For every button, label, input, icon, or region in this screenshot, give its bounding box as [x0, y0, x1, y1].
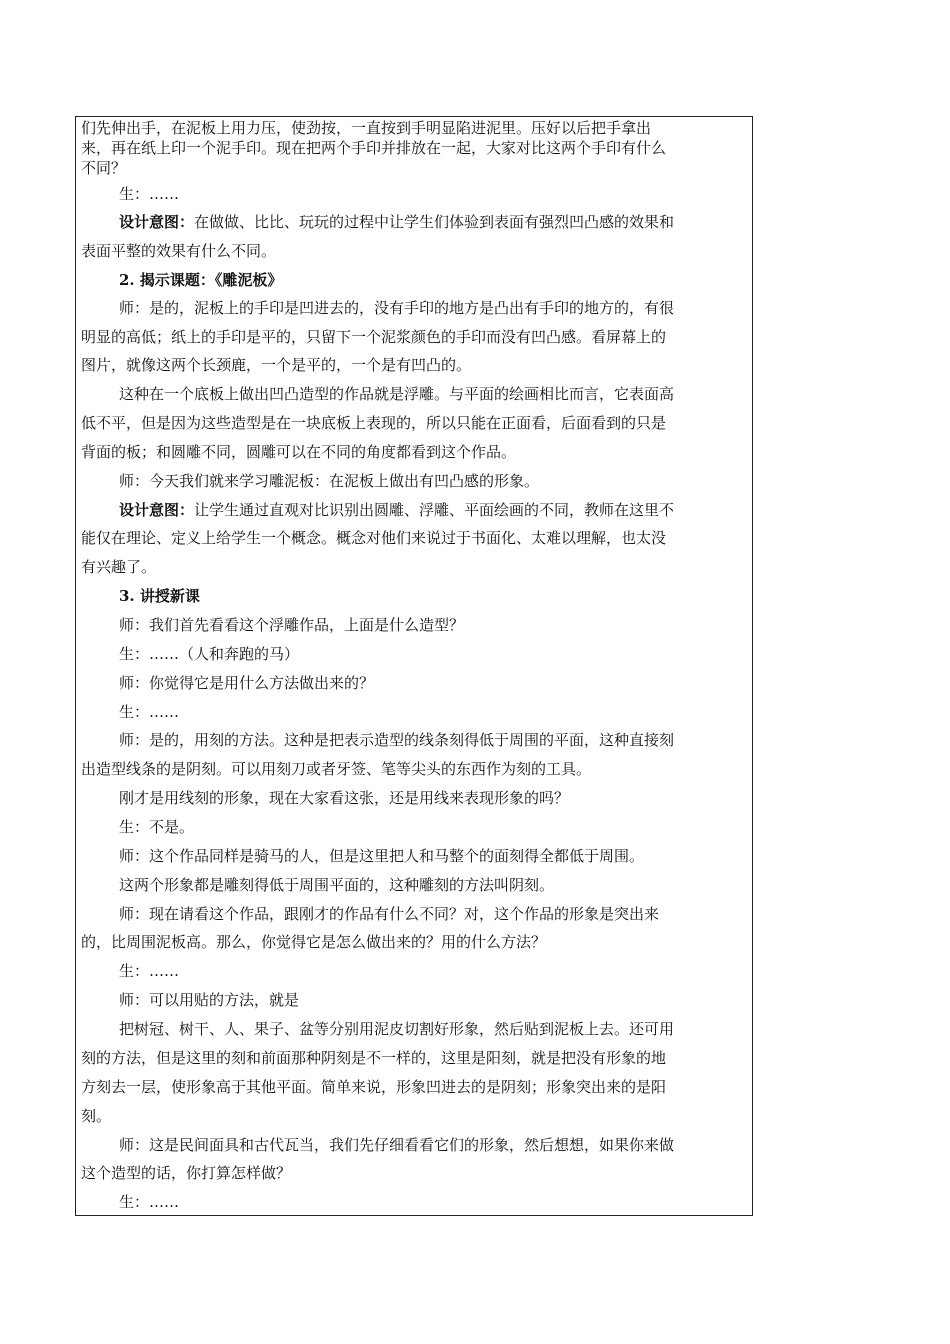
text-line: 师：这个作品同样是骑马的人，但是这里把人和马整个的面刻得全都低于周围。 [119, 847, 645, 865]
text-line: 把树冠、树干、人、果子、盆等分别用泥皮切割好形象，然后贴到泥板上去。还可用 [119, 1020, 675, 1038]
design-intent-label: 设计意图： [119, 213, 195, 231]
text-line: 出造型线条的是阴刻。可以用刻刀或者牙签、笔等尖头的东西作为刻的工具。 [81, 760, 592, 778]
design-intent-line [119, 213, 789, 231]
text-line: 这个造型的话，你打算怎样做？ [81, 1164, 292, 1182]
design-intent-label: 设计意图： [119, 501, 195, 519]
text-line: 师：这是民间面具和古代瓦当，我们先仔细看看它们的形象，然后想想，如果你来做 [119, 1136, 675, 1154]
text-line: 师：你觉得它是用什么方法做出来的？ [119, 674, 375, 692]
section-heading-2: 2. 揭示课题：《雕泥板》 [119, 271, 283, 289]
text-line: 表面平整的效果有什么不同。 [81, 242, 277, 260]
text-line: 这两个形象都是雕刻得低于周围平面的，这种雕刻的方法叫阴刻。 [119, 876, 555, 894]
text-line: 师：可以用贴的方法，就是 [119, 991, 300, 1009]
text-line: 师：现在请看这个作品，跟刚才的作品有什么不同？对，这个作品的形象是突出来 [119, 905, 660, 923]
text-line: 生：…… [119, 185, 180, 203]
text-line: 有兴趣了。 [81, 558, 157, 576]
text-line: 们先伸出手，在泥板上用力压，使劲按，一直按到手明显陷进泥里。压好以后把手拿出 [81, 119, 652, 137]
design-intent-text: 让学生通过直观对比识别出圆雕、浮雕、平面绘画的不同，教师在这里不 [194, 501, 675, 519]
text-line: 能仅在理论、定义上给学生一个概念。概念对他们来说过于书面化、太难以理解，也太没 [81, 529, 667, 547]
text-line: 这种在一个底板上做出凹凸造型的作品就是浮雕。与平面的绘画相比而言，它表面高 [119, 385, 675, 403]
section-heading-3: 3. 讲授新课 [119, 587, 200, 605]
text-line: 低不平，但是因为这些造型是在一块底板上表现的，所以只能在正面看，后面看到的只是 [81, 414, 667, 432]
text-line: 的，比周围泥板高。那么，你觉得它是怎么做出来的？用的什么方法？ [81, 933, 547, 951]
text-line: 刻的方法，但是这里的刻和前面那种阴刻是不一样的，这里是阳刻，就是把没有形象的地 [81, 1049, 667, 1067]
text-line: 明显的高低；纸上的手印是平的，只留下一个泥浆颜色的手印而没有凹凸感。看屏幕上的 [81, 328, 667, 346]
design-intent-line [119, 501, 789, 519]
text-line: 生：…… [119, 703, 180, 721]
text-line: 生：不是。 [119, 818, 195, 836]
text-line: 师：是的，用刻的方法。这种是把表示造型的线条刻得低于周围的平面，这种直接刻 [119, 731, 675, 749]
text-line: 生：…… [119, 1193, 180, 1211]
text-line: 刻。 [81, 1107, 112, 1125]
text-line: 刚才是用线刻的形象，现在大家看这张，还是用线来表现形象的吗？ [119, 789, 570, 807]
text-line: 生：…… [119, 962, 180, 980]
lesson-text-box [75, 116, 753, 1216]
text-line: 师：今天我们就来学习雕泥板：在泥板上做出有凹凸感的形象。 [119, 472, 540, 490]
text-line: 背面的板；和圆雕不同，圆雕可以在不同的角度都看到这个作品。 [81, 443, 517, 461]
text-line: 来，再在纸上印一个泥手印。现在把两个手印并排放在一起，大家对比这两个手印有什么 [81, 139, 667, 157]
text-line: 师：是的，泥板上的手印是凹进去的，没有手印的地方是凸出有手印的地方的，有很 [119, 299, 675, 317]
text-line: 图片，就像这两个长颈鹿，一个是平的，一个是有凹凸的。 [81, 356, 472, 374]
design-intent-text: 在做做、比比、玩玩的过程中让学生们体验到表面有强烈凹凸感的效果和 [194, 213, 675, 231]
text-line: 不同？ [81, 159, 127, 177]
text-line: 生：……（人和奔跑的马） [119, 645, 300, 663]
text-line: 师：我们首先看看这个浮雕作品，上面是什么造型？ [119, 616, 465, 634]
text-line: 方刻去一层，使形象高于其他平面。简单来说，形象凹进去的是阴刻；形象突出来的是阳 [81, 1078, 667, 1096]
